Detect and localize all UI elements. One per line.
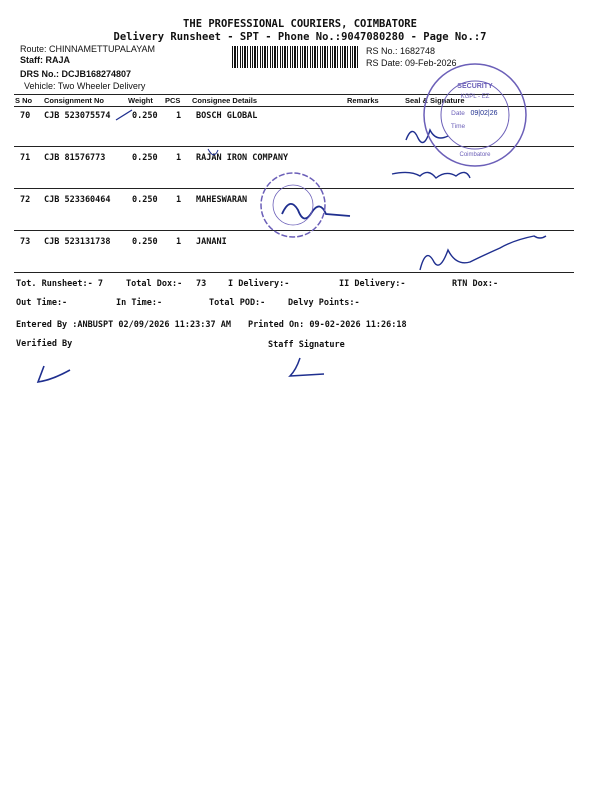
row-pcs: 1 — [176, 237, 182, 247]
row-sno: 70 — [20, 111, 31, 121]
col-consignment: Consignment No — [44, 96, 104, 105]
col-seal-signature: Seal & Signature — [405, 96, 465, 105]
i-delivery: I Delivery:- — [228, 279, 290, 289]
row-weight: 0.250 — [132, 237, 158, 247]
seal-date-label: Date — [451, 110, 465, 117]
drs-number: DRS No.: DCJB168274807 — [20, 69, 132, 79]
rs-number: RS No.: 1682748 — [366, 46, 436, 56]
verified-by-signature — [38, 366, 70, 382]
runsheet-subtitle: Delivery Runsheet - SPT - Phone No.:9047080280 - Page No.:7 — [113, 31, 487, 43]
company-title: THE PROFESSIONAL COURIERS, COIMBATORE — [183, 18, 417, 30]
out-time: Out Time:- — [16, 298, 68, 308]
seal-code: KGPL - EZ — [460, 94, 490, 100]
total-pod: Total POD:- — [209, 298, 266, 308]
delvy-points: Delvy Points:- — [288, 298, 360, 308]
seal-graphic-small — [258, 170, 328, 240]
staff-label: Staff: RAJA — [20, 55, 71, 65]
rtn-dox: RTN Dox:- — [452, 279, 499, 289]
total-dox-label: Total Dox:- — [126, 279, 183, 289]
tot-runsheet: Tot. Runsheet:- 7 — [16, 279, 103, 289]
row-weight: 0.250 — [132, 111, 158, 121]
row-sno: 73 — [20, 237, 31, 247]
row-pcs: 1 — [176, 195, 182, 205]
signature-row-73 — [420, 236, 546, 270]
row-sno: 71 — [20, 153, 31, 163]
row-consignment-no: CJB 523131738 — [44, 237, 111, 247]
col-consignee: Consignee Details — [192, 96, 258, 105]
in-time: In Time:- — [116, 298, 163, 308]
staff-signature-mark — [290, 358, 324, 376]
row-weight: 0.250 — [132, 153, 158, 163]
row-weight: 0.250 — [132, 195, 158, 205]
col-remarks: Remarks — [347, 96, 379, 105]
signature-row-71 — [392, 172, 470, 178]
row-pcs: 1 — [176, 111, 182, 121]
row-consignment-no: CJB 523075574 — [44, 111, 111, 121]
ii-delivery: II Delivery:- — [339, 279, 406, 289]
rs-date: RS Date: 09-Feb-2026 — [366, 58, 457, 68]
verified-by-label: Verified By — [16, 339, 73, 349]
printed-on: Printed On: 09-02-2026 11:26:18 — [248, 320, 407, 330]
company-seal-stamp — [420, 60, 530, 170]
circular-seal-stamp — [258, 170, 328, 240]
staff-signature-label: Staff Signature — [268, 340, 345, 350]
row-sno: 72 — [20, 195, 31, 205]
col-pcs: PCS — [165, 96, 181, 105]
entered-by: Entered By :ANBUSPT 02/09/2026 11:23:37 AM — [16, 320, 231, 330]
col-sno: S No — [15, 96, 33, 105]
route-label: Route: CHINNAMETTUPALAYAM — [20, 44, 156, 54]
row-consignment-no: CJB 81576773 — [44, 153, 106, 163]
row-pcs: 1 — [176, 153, 182, 163]
row-consignee: MAHESWARAN — [196, 195, 248, 205]
seal-time-label: Time — [450, 123, 466, 130]
row-consignee: RAJAN IRON COMPANY — [196, 153, 289, 163]
seal-graphic — [420, 60, 530, 170]
seal-security: SECURITY — [457, 83, 493, 90]
tick-mark — [116, 110, 132, 120]
vehicle-label: Vehicle: Two Wheeler Delivery — [24, 81, 146, 91]
total-dox-value: 73 — [196, 279, 207, 289]
seal-city: Coimbatore — [459, 152, 491, 158]
seal-date-value: 09|02|26 — [470, 110, 498, 117]
col-weight: Weight — [128, 96, 153, 105]
row-consignee: JANANI — [196, 237, 227, 247]
row-consignment-no: CJB 523360464 — [44, 195, 111, 205]
row-consignee: BOSCH GLOBAL — [196, 111, 258, 121]
consignee-ink-mark — [208, 149, 218, 155]
